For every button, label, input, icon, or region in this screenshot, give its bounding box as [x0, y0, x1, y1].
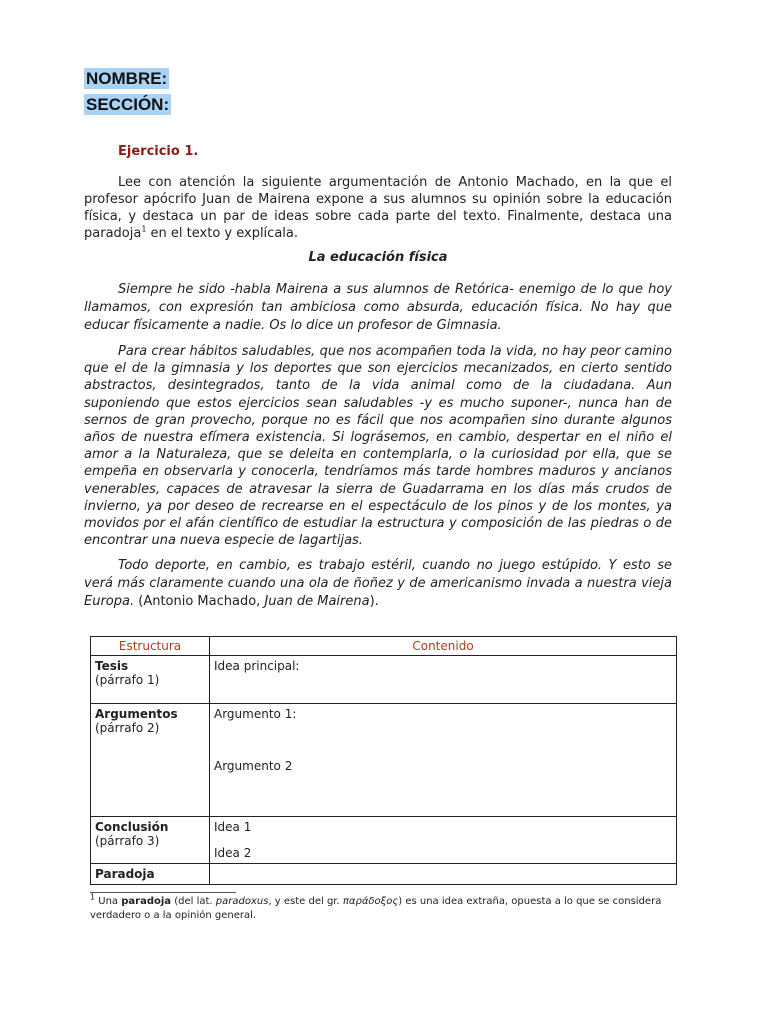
essay-paragraph-3-text: Todo deporte, en cambio, es trabajo estéril, cuando no juego estúpido. Y esto se verá más claramente cuando una ola de ñoñez y de americanismo invada a nuestra vieja Europa. [84, 558, 672, 609]
row-label: Argumentos [95, 707, 178, 721]
seccion-field-label: SECCIÓN: [86, 95, 170, 114]
footnote-text: , y este del gr. [268, 896, 343, 907]
footnote-text: ) es una idea extraña, opuesta a lo que se considera verdadero o a la opinión general. [90, 896, 662, 921]
row-label: Conclusión [95, 820, 169, 834]
exercise-title: Ejercicio 1. [118, 144, 199, 159]
footnote-term: paradoja [121, 896, 172, 907]
header-estructura: Estructura [91, 637, 210, 656]
content-line: Idea 2 [214, 846, 252, 860]
footnote-latin: paradoxus [215, 896, 269, 907]
content-line: Argumento 1: [214, 707, 297, 721]
instructions-text-end: en el texto y explícala. [146, 226, 298, 241]
row-label-cell [91, 656, 210, 704]
row-sublabel: (párrafo 3) [95, 834, 160, 848]
table-header-row [91, 637, 677, 656]
row-sublabel: (párrafo 2) [95, 721, 160, 735]
table-row-tesis [91, 656, 677, 704]
structure-table [90, 636, 677, 885]
header-contenido: Contenido [210, 637, 677, 656]
citation-close: ). [369, 594, 379, 609]
table-row-conclusion [91, 817, 677, 864]
citation-open: (Antonio Machado, [134, 594, 265, 609]
footnote-marker: 1 [141, 224, 147, 234]
content-cell-tesis[interactable] [210, 656, 677, 704]
nombre-field-label: NOMBRE: [86, 69, 168, 88]
row-label-cell [91, 864, 210, 885]
essay-paragraph-2: Para crear hábitos saludables, que nos acompañen toda la vida, no hay peor camino que el de la gimnasia y los deportes que son ejercicios mecanizados, en cierto sentido abstractos, desintegrados, tanto de la vida animal como de la ciudadana. Aun suponiendo que estos ejercicios sean saludables -y es mucho suponer-, nunca han de sernos de gran provecho, porque no es fácil que nos acompañen sino durante algunos años de nuestra efímera existencia. Si lográsemos, en cambio, despertar en el niño el amor a la Naturaleza, que se deleita en contemplarla, o la curiosidad por ella, que se empeña en observarla y conocerla, tendríamos más tarde hombres maduros y ancianos venerables, capaces de atravesar la sierra de Guadarrama en los días más crudos de invierno, ya por deseo de recrearse en el espectáculo de los pinos y de los montes, ya movidos por el afán científico de estudiar la estructura y composición de las piedras o de encontrar una nueva especie de lagartijas. [84, 344, 672, 549]
content-line: Argumento 2 [214, 759, 293, 773]
content-cell-conclusion[interactable] [210, 817, 677, 864]
row-sublabel: (párrafo 1) [95, 673, 160, 687]
footnote-divider [90, 892, 236, 893]
content-line: Idea 1 [214, 820, 252, 834]
row-label-cell [91, 817, 210, 864]
footnote-text: (del lat. [171, 896, 216, 907]
footnote-number: 1 [90, 892, 96, 902]
content-line: Idea principal: [214, 659, 300, 673]
essay-paragraph-3 [84, 557, 672, 611]
row-label: Tesis [95, 659, 129, 673]
footnote-greek: παράδοξος [342, 896, 399, 907]
table-row-argumentos [91, 704, 677, 817]
row-label-cell [91, 704, 210, 817]
footnote [90, 892, 680, 923]
citation-work: Juan de Mairena [264, 594, 370, 609]
content-cell-argumentos[interactable] [210, 704, 677, 817]
essay-paragraph-1: Siempre he sido -habla Mairena a sus alumnos de Retórica- enemigo de lo que hoy llamamos, con expresión tan ambiciosa como absurda, educación física. No hay que educar físicamente a nadie. Os lo dice un profesor de Gimnasia. [84, 282, 672, 333]
footnote-text: Una [95, 896, 122, 907]
essay-title: La educación física [308, 250, 448, 265]
row-label: Paradoja [95, 867, 155, 881]
instructions-text: Lee con atención la siguiente argumentación de Antonio Machado, en la que el profesor apócrifo Juan de Mairena expone a sus alumnos su opinión sobre la educación física, y destaca un par de ideas sobre cada parte del texto. Finalmente, destaca una paradoja [84, 175, 672, 241]
exercise-instructions [84, 174, 672, 242]
table-row-paradoja [91, 864, 677, 885]
content-cell-paradoja[interactable] [210, 864, 677, 885]
